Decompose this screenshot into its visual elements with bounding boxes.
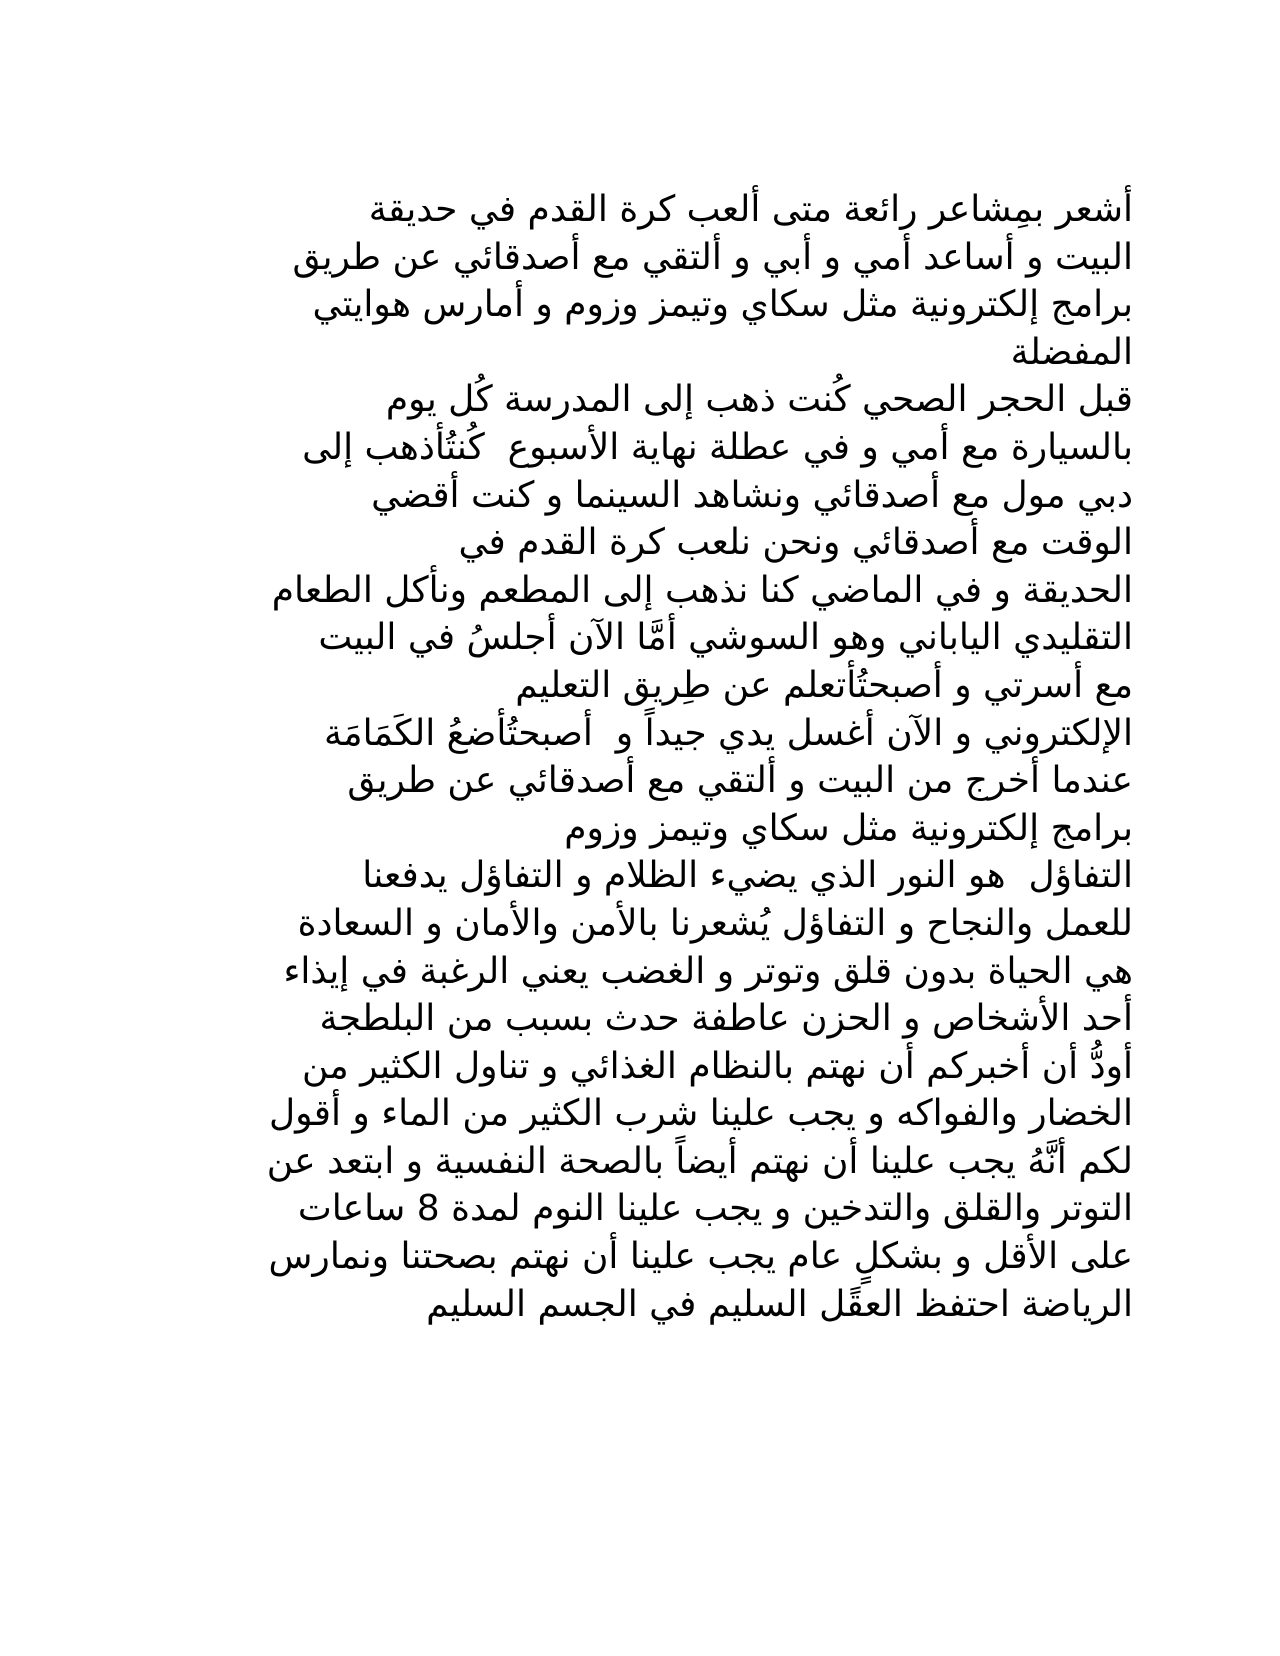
text-line: البيت و أساعد أمي و أبي و ألتقي مع أصدقائي عن طريق [292, 236, 1133, 278]
text-line: التوتر والقلق والتدخين و يجب علينا النوم لمدة 8 ساعات [297, 1188, 1133, 1230]
text-line: الوقت مع أصدقائي ونحن نلعب كرة القدم في [458, 522, 1133, 564]
text-line: بالسيارة مع أمي و في عطلة نهاية الأسبوع كُنتُأذهب إلى [302, 426, 1133, 468]
text-line: أشعر بمِشاعر رائعة متى ألعب كرة القدم في حديقة [368, 189, 1133, 230]
text-line: عندما أخرج من البيت و ألتقي مع أصدقائي عن طريق [347, 760, 1133, 802]
text-line: التفاؤل هو النور الذي يضيء الظلام و التفاؤل يدفعنا [362, 855, 1133, 897]
text-line: أودُّ أن أخبركم أن نهتم بالنظام الغذائي و تناول الكثير من [301, 1045, 1133, 1087]
text-line: للعمل والنجاح و التفاؤل يُشعرنا بالأمن والأمان و السعادة [297, 902, 1133, 944]
text-line: دبي مول مع أصدقائي ونشاهد السينما و كنت أقضي [371, 474, 1133, 516]
text-line: الإلكتروني و الآن أغسل يدي جيداً و أصبحتُأضعُ الكَمَامَة [323, 712, 1133, 754]
text-line: المفضلة [1010, 331, 1133, 373]
text-line: لكم أنَّهُ يجب علينا أن نهتم أيضاً بالصحة النفسية و ابتعد عن [266, 1140, 1133, 1182]
text-line: مع أسرتي و أصبحتُأتعلم عن طِريق التعليم [515, 664, 1133, 706]
text-line: هي الحياة بدون قلق وتوتر و الغضب يعني الرغبة في إيذاء [283, 950, 1133, 992]
text-line: على الأقل و بشكلٍ عام يجب علينا أن نهتم بصحتنا ونمارس [268, 1236, 1133, 1278]
text-line: التقليدي الياباني وهو السوشي أمَّا الآن أجلسُ في البيت [318, 617, 1133, 659]
arabic-text-block [120, 186, 1133, 1328]
text-line: برامج إلكترونية مثل سكاي وتيمز وزوم [564, 807, 1133, 849]
text-line: الخضار والفواكه و يجب علينا شرب الكثير من الماء و أقول [269, 1093, 1133, 1135]
text-line: أحد الأشخاص و الحزن عاطفة حدث بسبب من البلطجة [319, 998, 1133, 1040]
text-line: الرياضة احتفظ العقًل السليم في الجسم السليم [426, 1283, 1133, 1325]
text-line: قبل الحجر الصحي كُنت ذهب إلى المدرسة كُل يوم [385, 379, 1133, 421]
text-line: برامج إلكترونية مثل سكاي وتيمز وزوم و أمارس هوايتي [312, 284, 1133, 326]
text-line: الحديقة و في الماضي كنا نذهب إلى المطعم ونأكل الطعام [271, 569, 1133, 611]
